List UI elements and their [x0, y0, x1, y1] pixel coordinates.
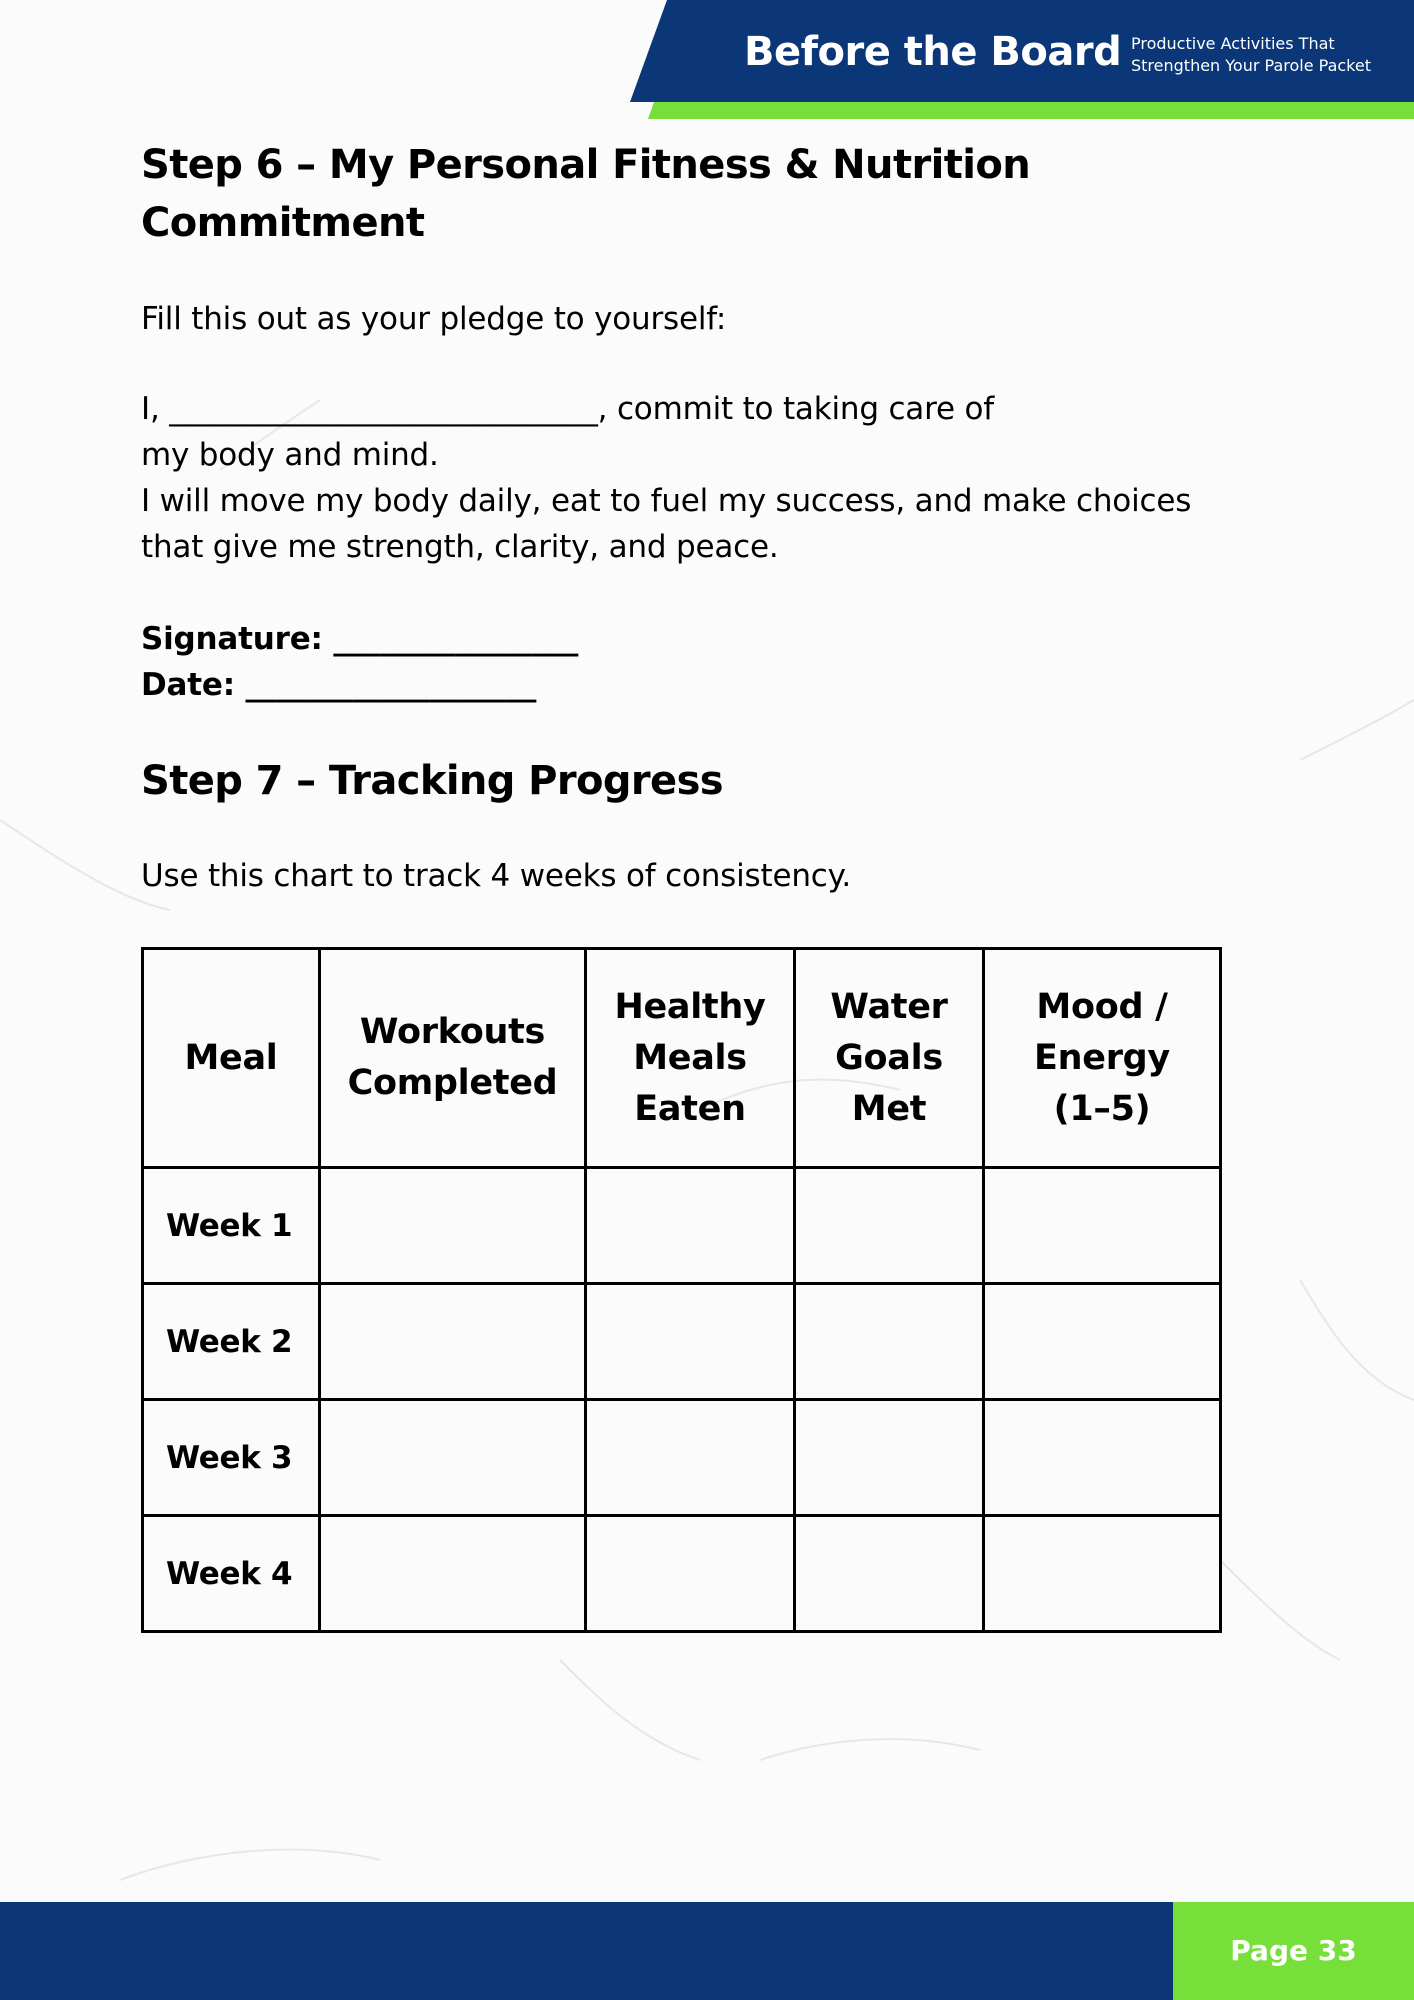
header-meal — [143, 949, 320, 1168]
header-meal-line-1: Meal — [184, 1037, 278, 1078]
step6-heading-line-2: Commitment — [141, 200, 425, 246]
header-healthy-line-1: Healthy — [614, 986, 766, 1027]
mood-energy-cell[interactable] — [984, 1516, 1221, 1632]
step6-heading — [141, 136, 1041, 252]
healthy-meals-cell[interactable] — [586, 1516, 795, 1632]
table-header-row — [143, 949, 1221, 1168]
header-workouts-completed — [320, 949, 586, 1168]
workouts-cell[interactable] — [320, 1400, 586, 1516]
document-title: Before the Board — [744, 29, 1122, 75]
week-label: Week 4 — [143, 1516, 320, 1632]
week-label: Week 2 — [143, 1284, 320, 1400]
subtitle-line-2: Strengthen Your Parole Packet — [1131, 56, 1371, 75]
pledge-line-2: my body and mind. — [141, 437, 439, 473]
mood-energy-cell[interactable] — [984, 1284, 1221, 1400]
step6-heading-line-1: Step 6 – My Personal Fitness & Nutrition — [141, 142, 1031, 188]
workouts-cell[interactable] — [320, 1516, 586, 1632]
header-water-goals — [795, 949, 984, 1168]
healthy-meals-cell[interactable] — [586, 1400, 795, 1516]
document-subtitle — [1131, 33, 1391, 77]
header-mood-line-1: Mood / — [1036, 986, 1168, 1027]
header-water-line-1: Water — [830, 986, 948, 1027]
table-row — [143, 1400, 1221, 1516]
healthy-meals-cell[interactable] — [586, 1168, 795, 1284]
pledge-line-4: that give me strength, clarity, and peace. — [141, 529, 779, 565]
header-healthy-meals — [586, 949, 795, 1168]
step6-intro: Fill this out as your pledge to yourself: — [141, 301, 727, 337]
workouts-cell[interactable] — [320, 1168, 586, 1284]
water-goals-cell[interactable] — [795, 1400, 984, 1516]
pledge-line-3: I will move my body daily, eat to fuel my success, and make choices — [141, 483, 1192, 519]
header-accent-stripe — [648, 102, 1414, 119]
header-workouts-line-1: Workouts — [359, 1012, 546, 1052]
header-healthy-line-3: Eaten — [634, 1088, 746, 1129]
table-row — [143, 1516, 1221, 1632]
footer-bar — [0, 1902, 1173, 2000]
header-mood-energy — [984, 949, 1221, 1168]
table-row — [143, 1284, 1221, 1400]
mood-energy-cell[interactable] — [984, 1400, 1221, 1516]
pledge-line-1: I, ____________________________, commit to taking care of — [141, 391, 994, 427]
date-line: Date: ___________________ — [141, 667, 537, 703]
water-goals-cell[interactable] — [795, 1516, 984, 1632]
header-mood-line-3: (1–5) — [1053, 1088, 1151, 1129]
header-mood-line-2: Energy — [1034, 1037, 1170, 1078]
subtitle-line-1: Productive Activities That — [1131, 34, 1335, 53]
header-workouts-line-2: Completed — [347, 1063, 558, 1103]
pledge-paragraph — [141, 386, 1291, 570]
healthy-meals-cell[interactable] — [586, 1284, 795, 1400]
table-row — [143, 1168, 1221, 1284]
week-label: Week 3 — [143, 1400, 320, 1516]
mood-energy-cell[interactable] — [984, 1168, 1221, 1284]
workouts-cell[interactable] — [320, 1284, 586, 1400]
header-healthy-line-2: Meals — [633, 1037, 747, 1078]
week-label: Week 1 — [143, 1168, 320, 1284]
header-water-line-2: Goals — [835, 1037, 943, 1078]
water-goals-cell[interactable] — [795, 1284, 984, 1400]
step7-heading: Step 7 – Tracking Progress — [141, 758, 723, 804]
header-water-line-3: Met — [851, 1088, 927, 1129]
signature-block — [141, 616, 1291, 708]
water-goals-cell[interactable] — [795, 1168, 984, 1284]
signature-line: Signature: ________________ — [141, 621, 579, 657]
progress-tracking-table — [141, 947, 1222, 1633]
page-number: Page 33 — [1230, 1934, 1357, 1967]
step7-intro: Use this chart to track 4 weeks of consistency. — [141, 858, 851, 894]
